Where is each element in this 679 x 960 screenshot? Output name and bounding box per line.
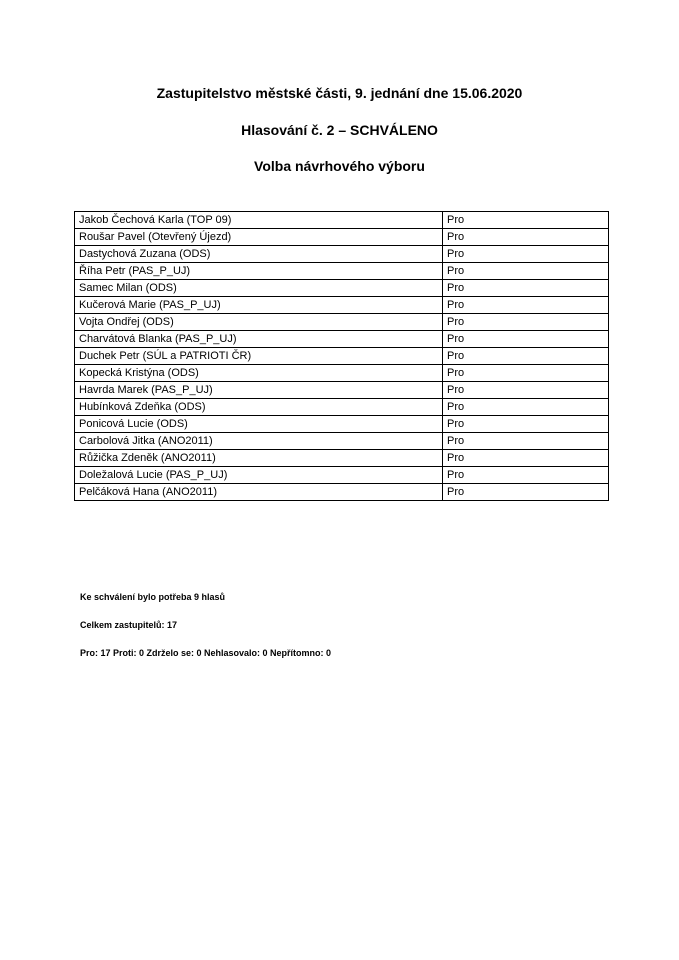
table-row	[75, 331, 609, 348]
member-name: Doležalová Lucie (PAS_P_UJ)	[75, 467, 443, 484]
member-name: Hubínková Zdeňka (ODS)	[75, 399, 443, 416]
member-name: Kučerová Marie (PAS_P_UJ)	[75, 297, 443, 314]
votes-table	[74, 211, 609, 501]
member-name: Havrda Marek (PAS_P_UJ)	[75, 382, 443, 399]
member-vote: Pro	[443, 416, 609, 433]
member-name: Jakob Čechová Karla (TOP 09)	[75, 212, 443, 229]
member-name: Pelčáková Hana (ANO2011)	[75, 484, 443, 501]
member-name: Charvátová Blanka (PAS_P_UJ)	[75, 331, 443, 348]
table-row	[75, 416, 609, 433]
member-name: Samec Milan (ODS)	[75, 280, 443, 297]
member-name: Růžička Zdeněk (ANO2011)	[75, 450, 443, 467]
vote-results-summary: Pro: 17 Proti: 0 Zdrželo se: 0 Nehlasovalo: 0 Nepřítomno: 0	[80, 648, 332, 658]
member-vote: Pro	[443, 263, 609, 280]
table-row	[75, 399, 609, 416]
member-name: Dastychová Zuzana (ODS)	[75, 246, 443, 263]
member-vote: Pro	[443, 348, 609, 365]
member-name: Vojta Ondřej (ODS)	[75, 314, 443, 331]
member-name: Ponicová Lucie (ODS)	[75, 416, 443, 433]
table-row	[75, 297, 609, 314]
table-row	[75, 467, 609, 484]
member-vote: Pro	[443, 399, 609, 416]
table-row	[75, 433, 609, 450]
member-vote: Pro	[443, 467, 609, 484]
member-vote: Pro	[443, 297, 609, 314]
table-row	[75, 280, 609, 297]
vote-subject: Volba návrhového výboru	[254, 158, 425, 174]
table-row	[75, 450, 609, 467]
member-vote: Pro	[443, 212, 609, 229]
table-row	[75, 348, 609, 365]
member-vote: Pro	[443, 450, 609, 467]
member-name: Duchek Petr (SÚL a PATRIOTI ČR)	[75, 348, 443, 365]
member-vote: Pro	[443, 229, 609, 246]
table-row	[75, 246, 609, 263]
member-vote: Pro	[443, 280, 609, 297]
vote-heading: Hlasování č. 2 – SCHVÁLENO	[241, 122, 438, 138]
total-members-note: Celkem zastupitelů: 17	[80, 620, 178, 630]
table-row	[75, 212, 609, 229]
required-votes-note: Ke schválení bylo potřeba 9 hlasů	[80, 592, 226, 602]
table-row	[75, 263, 609, 280]
table-row	[75, 365, 609, 382]
member-vote: Pro	[443, 365, 609, 382]
member-vote: Pro	[443, 484, 609, 501]
table-row	[75, 484, 609, 501]
member-vote: Pro	[443, 382, 609, 399]
member-vote: Pro	[443, 246, 609, 263]
member-name: Kopecká Kristýna (ODS)	[75, 365, 443, 382]
member-vote: Pro	[443, 314, 609, 331]
member-name: Roušar Pavel (Otevřený Újezd)	[75, 229, 443, 246]
member-name: Carbolová Jitka (ANO2011)	[75, 433, 443, 450]
table-row	[75, 382, 609, 399]
table-row	[75, 314, 609, 331]
member-vote: Pro	[443, 433, 609, 450]
table-row	[75, 229, 609, 246]
member-vote: Pro	[443, 331, 609, 348]
member-name: Říha Petr (PAS_P_UJ)	[75, 263, 443, 280]
document-title: Zastupitelstvo městské části, 9. jednání dne 15.06.2020	[156, 85, 523, 101]
